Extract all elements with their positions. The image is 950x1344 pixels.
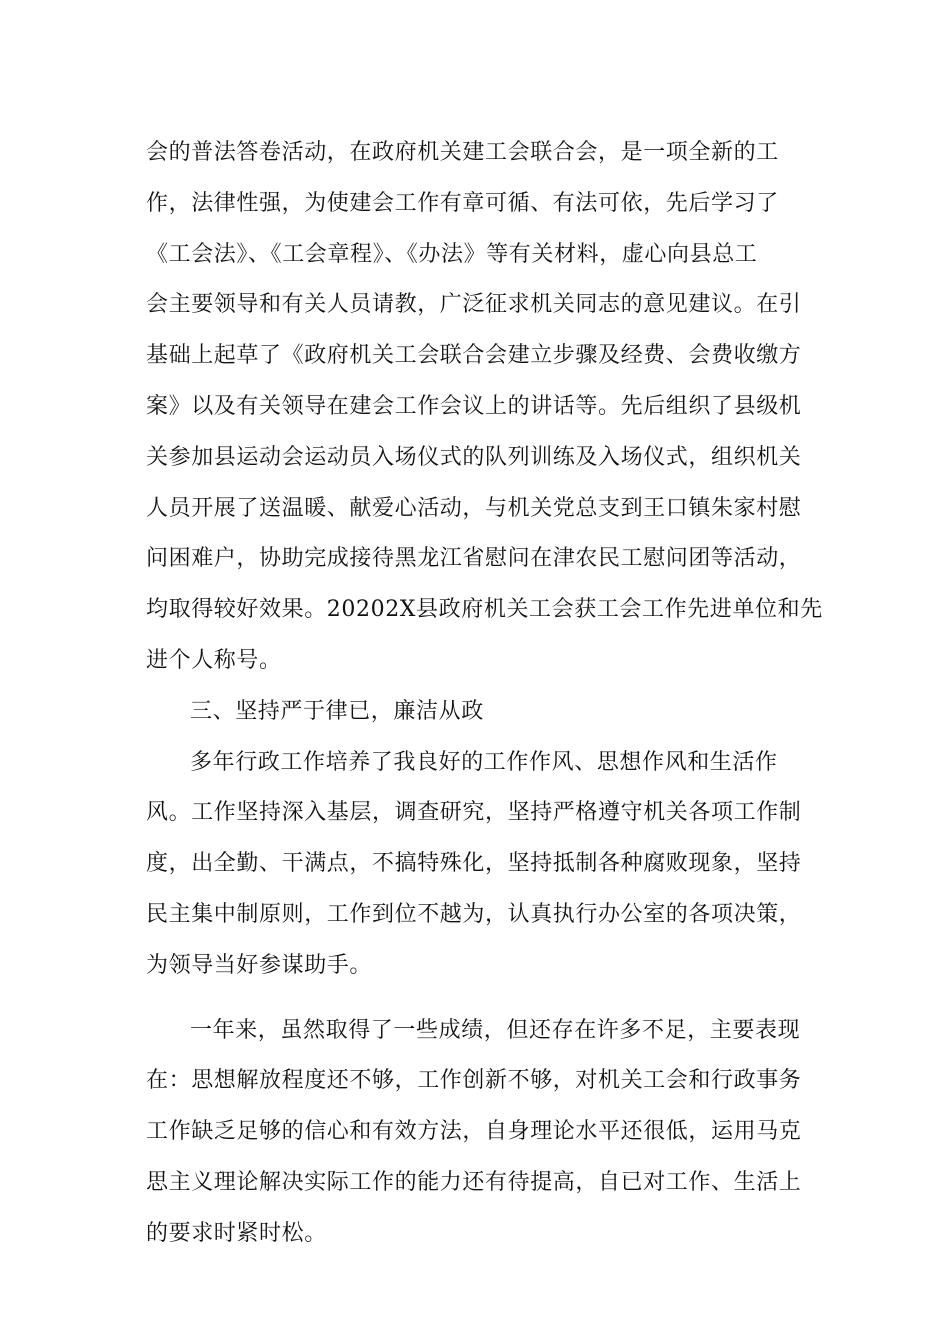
text-line: 多年行政工作培养了我良好的工作作风、思想作风和生活作 <box>190 749 778 775</box>
text-line: 民主集中制原则，工作到位不越为，认真执行办公室的各项决策， <box>146 901 802 927</box>
paragraph-work-style <box>146 738 810 992</box>
text-line: 一年来，虽然取得了一些成绩，但还存在许多不足，主要表现 <box>190 1017 801 1043</box>
text-line: 案》以及有关领导在建会工作会议上的讲话等。先后组织了县级机 <box>146 393 802 419</box>
text-line: 在：思想解放程度还不够，工作创新不够，对机关工会和行政事务 <box>146 1068 802 1094</box>
document-body <box>146 128 823 1260</box>
text-line: 的要求时紧时松。 <box>146 1220 327 1246</box>
text-line: 会主要领导和有关人员请教，广泛征求机关同志的意见建议。在引 <box>146 292 802 318</box>
paragraph-gap <box>146 992 810 1006</box>
text-line: 基础上起草了《政府机关工会联合会建立步骤及经费、会费收缴方 <box>146 343 802 369</box>
text-line: 均取得较好效果。20202X县政府机关工会获工会工作先进单位和先 <box>146 597 823 623</box>
text-line: 思主义理论解决实际工作的能力还有待提高，自已对工作、生活上 <box>146 1169 802 1195</box>
text-line: 问困难户，协助完成接待黑龙江省慰问在津农民工慰问团等活动， <box>146 546 802 572</box>
text-line: 会的普法答卷活动，在政府机关建工会联合会，是一项全新的工 <box>146 140 779 165</box>
section-heading-text: 三、坚持严于律已，廉洁从政 <box>190 698 484 724</box>
text-line: 人员开展了送温暖、献爱心活动，与机关党总支到王口镇朱家村慰 <box>146 495 802 521</box>
text-line: 进个人称号。 <box>146 647 282 673</box>
paragraph-shortcomings <box>146 1006 810 1260</box>
text-line: 度，出全勤、干满点，不搞特殊化，坚持抵制各种腐败现象，坚持 <box>146 851 802 877</box>
text-line: 《工会法》、《工会章程》、《办法》等有关材料，虚心向县总工 <box>146 241 758 267</box>
text-line: 工作缺乏足够的信心和有效方法，自身理论水平还很低，运用马克 <box>146 1119 802 1145</box>
section-heading <box>146 687 810 738</box>
text-line: 为领导当好参谋助手。 <box>146 952 373 978</box>
text-line: 风。工作坚持深入基层，调查研究，坚持严格遵守机关各项工作制 <box>146 800 802 826</box>
paragraph-union-work <box>146 128 823 687</box>
text-line: 关参加县运动会运动员入场仪式的队列训练及入场仪式，组织机关 <box>146 444 802 470</box>
text-line: 作，法律性强，为使建会工作有章可循、有法可依，先后学习了 <box>146 190 779 216</box>
